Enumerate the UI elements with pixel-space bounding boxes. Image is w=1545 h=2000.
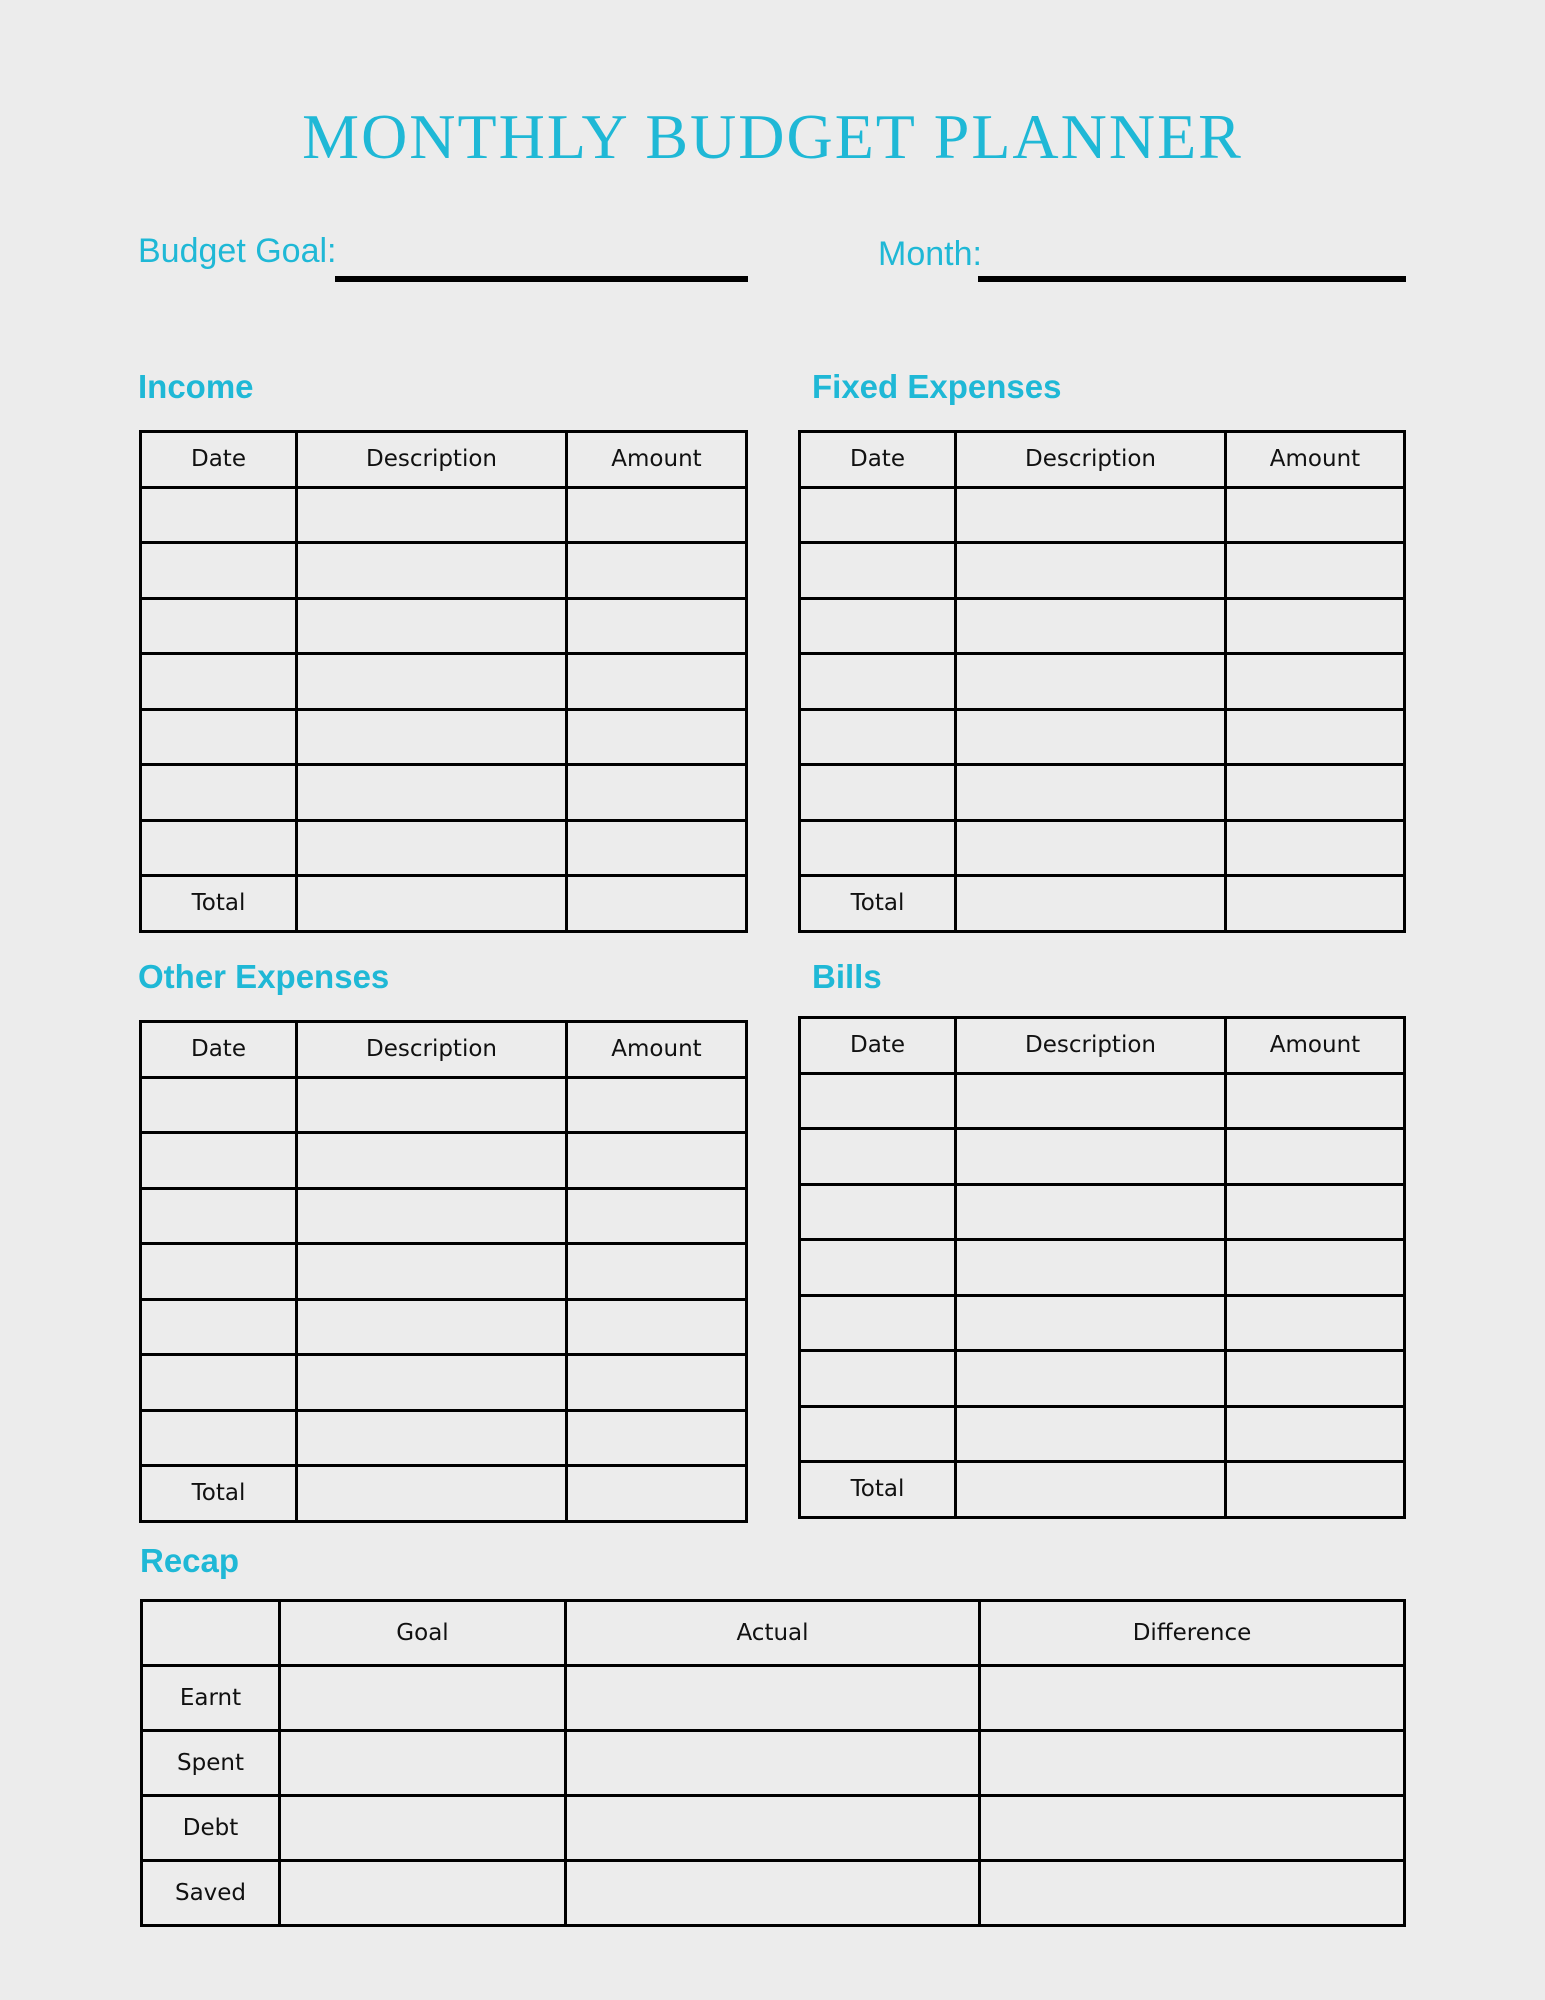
- date-cell[interactable]: [141, 1244, 297, 1300]
- amount-cell[interactable]: [567, 1077, 747, 1133]
- actual-cell[interactable]: [566, 1666, 980, 1731]
- amount-header: Amount: [567, 1022, 747, 1078]
- description-header: Description: [956, 1018, 1226, 1074]
- header-row: [800, 1018, 1405, 1074]
- table-row: [800, 1240, 1405, 1296]
- table-row: [800, 709, 1405, 765]
- date-cell[interactable]: [141, 765, 297, 821]
- description-cell[interactable]: [956, 1184, 1226, 1240]
- description-cell[interactable]: [956, 1073, 1226, 1129]
- recap-row-label: Saved: [142, 1861, 280, 1926]
- other-expenses-heading: Other Expenses: [138, 958, 390, 995]
- date-cell[interactable]: [800, 598, 956, 654]
- amount-header: Amount: [1226, 1018, 1405, 1074]
- goal-cell[interactable]: [280, 1796, 566, 1861]
- total-description-cell[interactable]: [956, 876, 1226, 932]
- description-cell[interactable]: [956, 1295, 1226, 1351]
- goal-cell[interactable]: [280, 1731, 566, 1796]
- amount-cell[interactable]: [1226, 1129, 1405, 1185]
- description-cell[interactable]: [297, 654, 567, 710]
- total-description-cell[interactable]: [297, 876, 567, 932]
- description-cell[interactable]: [297, 543, 567, 599]
- table-row: [800, 1351, 1405, 1407]
- total-amount-cell[interactable]: [567, 1466, 747, 1522]
- recap-row: [142, 1861, 1405, 1926]
- date-cell[interactable]: [800, 487, 956, 543]
- date-cell[interactable]: [800, 1129, 956, 1185]
- recap-row-label: Spent: [142, 1731, 280, 1796]
- total-label: Total: [800, 876, 956, 932]
- budget-goal-field[interactable]: [335, 276, 748, 282]
- table-row: [141, 765, 747, 821]
- date-header: Date: [800, 432, 956, 488]
- table-row: [141, 1355, 747, 1411]
- amount-cell[interactable]: [567, 1188, 747, 1244]
- description-cell[interactable]: [297, 820, 567, 876]
- table-row: [141, 598, 747, 654]
- description-cell[interactable]: [956, 820, 1226, 876]
- description-cell[interactable]: [297, 598, 567, 654]
- date-cell[interactable]: [800, 1240, 956, 1296]
- difference-cell[interactable]: [980, 1861, 1405, 1926]
- date-cell[interactable]: [141, 1355, 297, 1411]
- table-row: [800, 598, 1405, 654]
- date-cell[interactable]: [800, 1184, 956, 1240]
- amount-cell[interactable]: [1226, 487, 1405, 543]
- amount-cell[interactable]: [567, 1355, 747, 1411]
- table-row: [141, 709, 747, 765]
- table-row: [141, 487, 747, 543]
- fixed-expenses-table: [798, 430, 1406, 933]
- date-cell[interactable]: [141, 1077, 297, 1133]
- description-cell[interactable]: [297, 1355, 567, 1411]
- recap-row: [142, 1666, 1405, 1731]
- amount-cell[interactable]: [1226, 1073, 1405, 1129]
- table-row: [800, 654, 1405, 710]
- amount-cell[interactable]: [1226, 1240, 1405, 1296]
- table-row: [141, 1133, 747, 1189]
- table-row: [141, 1244, 747, 1300]
- total-label: Total: [141, 1466, 297, 1522]
- table-row: [141, 820, 747, 876]
- total-description-cell[interactable]: [956, 1462, 1226, 1518]
- budget-goal-label: Budget Goal:: [138, 232, 337, 270]
- other-expenses-table: [139, 1020, 748, 1523]
- date-cell[interactable]: [141, 1188, 297, 1244]
- actual-cell[interactable]: [566, 1796, 980, 1861]
- amount-cell[interactable]: [567, 820, 747, 876]
- total-row: [141, 1466, 747, 1522]
- date-cell[interactable]: [800, 820, 956, 876]
- date-cell[interactable]: [141, 543, 297, 599]
- date-cell[interactable]: [800, 543, 956, 599]
- table-row: [800, 1184, 1405, 1240]
- date-cell[interactable]: [141, 1133, 297, 1189]
- recap-table: [140, 1599, 1406, 1927]
- amount-cell[interactable]: [1226, 765, 1405, 821]
- table-row: [800, 543, 1405, 599]
- actual-cell[interactable]: [566, 1861, 980, 1926]
- total-row: [800, 1462, 1405, 1518]
- difference-cell[interactable]: [980, 1666, 1405, 1731]
- header-row: [800, 432, 1405, 488]
- amount-cell[interactable]: [567, 543, 747, 599]
- description-cell[interactable]: [956, 765, 1226, 821]
- amount-cell[interactable]: [567, 487, 747, 543]
- amount-cell[interactable]: [567, 1244, 747, 1300]
- description-cell[interactable]: [956, 598, 1226, 654]
- difference-cell[interactable]: [980, 1731, 1405, 1796]
- table-row: [141, 1188, 747, 1244]
- table-row: [141, 1299, 747, 1355]
- description-cell[interactable]: [956, 709, 1226, 765]
- date-header: Date: [141, 432, 297, 488]
- description-cell[interactable]: [297, 1410, 567, 1466]
- description-header: Description: [956, 432, 1226, 488]
- description-cell[interactable]: [297, 709, 567, 765]
- table-row: [800, 487, 1405, 543]
- actual-cell[interactable]: [566, 1731, 980, 1796]
- amount-cell[interactable]: [1226, 820, 1405, 876]
- month-label: Month:: [878, 235, 982, 273]
- table-row: [800, 1295, 1405, 1351]
- total-amount-cell[interactable]: [1226, 1462, 1405, 1518]
- date-header: Date: [141, 1022, 297, 1078]
- description-cell[interactable]: [297, 1299, 567, 1355]
- date-cell[interactable]: [800, 1351, 956, 1407]
- difference-header: Difference: [980, 1601, 1405, 1666]
- description-cell[interactable]: [297, 765, 567, 821]
- description-cell[interactable]: [956, 543, 1226, 599]
- amount-cell[interactable]: [567, 1133, 747, 1189]
- amount-cell[interactable]: [1226, 654, 1405, 710]
- income-table: [139, 430, 748, 933]
- total-row: [800, 876, 1405, 932]
- date-cell[interactable]: [800, 765, 956, 821]
- goal-cell[interactable]: [280, 1861, 566, 1926]
- description-cell[interactable]: [956, 1406, 1226, 1462]
- description-cell[interactable]: [297, 1244, 567, 1300]
- table-row: [800, 1073, 1405, 1129]
- table-row: [800, 765, 1405, 821]
- total-amount-cell[interactable]: [567, 876, 747, 932]
- recap-row: [142, 1731, 1405, 1796]
- difference-cell[interactable]: [980, 1796, 1405, 1861]
- table-row: [141, 654, 747, 710]
- table-row: [141, 1410, 747, 1466]
- recap-header-row: [142, 1601, 1405, 1666]
- table-row: [800, 1129, 1405, 1185]
- recap-corner-cell: [142, 1601, 280, 1666]
- description-header: Description: [297, 1022, 567, 1078]
- total-row: [141, 876, 747, 932]
- goal-cell[interactable]: [280, 1666, 566, 1731]
- amount-cell[interactable]: [567, 1410, 747, 1466]
- amount-cell[interactable]: [1226, 543, 1405, 599]
- amount-cell[interactable]: [1226, 1406, 1405, 1462]
- date-cell[interactable]: [141, 654, 297, 710]
- amount-cell[interactable]: [1226, 598, 1405, 654]
- amount-cell[interactable]: [567, 709, 747, 765]
- income-heading: Income: [138, 368, 254, 405]
- amount-header: Amount: [567, 432, 747, 488]
- date-cell[interactable]: [141, 1299, 297, 1355]
- recap-row-label: Debt: [142, 1796, 280, 1861]
- bills-heading: Bills: [812, 958, 882, 995]
- description-cell[interactable]: [297, 1188, 567, 1244]
- description-cell[interactable]: [297, 487, 567, 543]
- description-cell[interactable]: [956, 654, 1226, 710]
- amount-cell[interactable]: [567, 654, 747, 710]
- date-cell[interactable]: [800, 654, 956, 710]
- recap-row: [142, 1796, 1405, 1861]
- total-label: Total: [800, 1462, 956, 1518]
- date-cell[interactable]: [800, 1406, 956, 1462]
- date-cell[interactable]: [141, 820, 297, 876]
- total-description-cell[interactable]: [297, 1466, 567, 1522]
- recap-heading: Recap: [140, 1542, 240, 1579]
- description-cell[interactable]: [956, 1240, 1226, 1296]
- description-cell[interactable]: [956, 487, 1226, 543]
- amount-cell[interactable]: [1226, 709, 1405, 765]
- amount-cell[interactable]: [567, 765, 747, 821]
- date-cell[interactable]: [800, 709, 956, 765]
- description-cell[interactable]: [297, 1077, 567, 1133]
- date-cell[interactable]: [800, 1073, 956, 1129]
- amount-header: Amount: [1226, 432, 1405, 488]
- date-cell[interactable]: [141, 1410, 297, 1466]
- table-row: [800, 1406, 1405, 1462]
- header-row: [141, 1022, 747, 1078]
- amount-cell[interactable]: [1226, 1351, 1405, 1407]
- goal-header: Goal: [280, 1601, 566, 1666]
- date-cell[interactable]: [141, 709, 297, 765]
- month-field[interactable]: [978, 276, 1406, 282]
- table-row: [141, 543, 747, 599]
- amount-cell[interactable]: [567, 598, 747, 654]
- date-header: Date: [800, 1018, 956, 1074]
- description-header: Description: [297, 432, 567, 488]
- description-cell[interactable]: [297, 1133, 567, 1189]
- recap-row-label: Earnt: [142, 1666, 280, 1731]
- header-row: [141, 432, 747, 488]
- date-cell[interactable]: [141, 487, 297, 543]
- description-cell[interactable]: [956, 1129, 1226, 1185]
- date-cell[interactable]: [800, 1295, 956, 1351]
- amount-cell[interactable]: [567, 1299, 747, 1355]
- total-label: Total: [141, 876, 297, 932]
- page-title: MONTHLY BUDGET PLANNER: [302, 101, 1243, 172]
- amount-cell[interactable]: [1226, 1295, 1405, 1351]
- bills-table: [798, 1016, 1406, 1519]
- total-amount-cell[interactable]: [1226, 876, 1405, 932]
- description-cell[interactable]: [956, 1351, 1226, 1407]
- table-row: [800, 820, 1405, 876]
- fixed-expenses-heading: Fixed Expenses: [812, 368, 1062, 405]
- table-row: [141, 1077, 747, 1133]
- date-cell[interactable]: [141, 598, 297, 654]
- amount-cell[interactable]: [1226, 1184, 1405, 1240]
- actual-header: Actual: [566, 1601, 980, 1666]
